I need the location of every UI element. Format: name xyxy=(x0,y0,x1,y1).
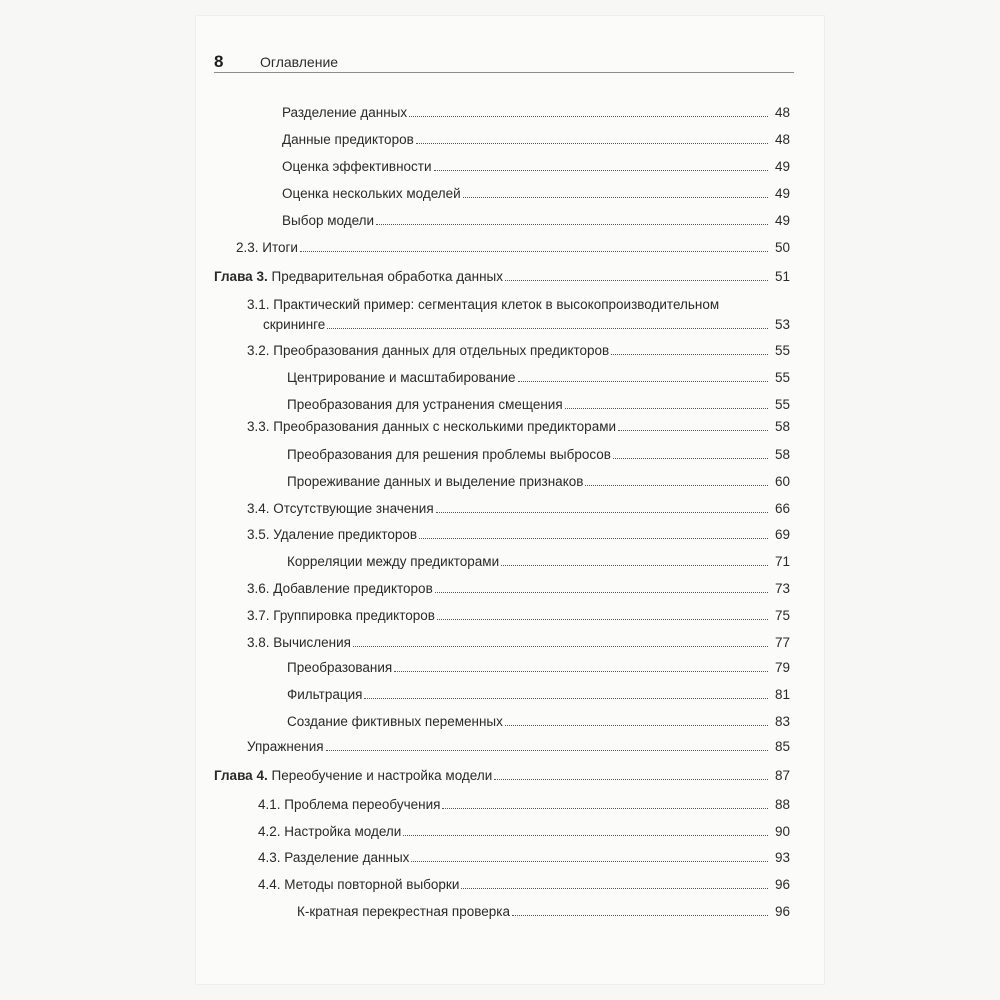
toc-entry[interactable]: 3.3. Преобразования данных с несколькими предикторами 58 xyxy=(247,419,790,434)
toc-page-number: 79 xyxy=(774,660,790,675)
toc-entry[interactable]: Прореживание данных и выделение признаков 60 xyxy=(287,474,790,489)
toc-entry[interactable]: Центрирование и масштабирование 55 xyxy=(287,370,790,385)
dot-leader xyxy=(403,835,768,836)
dot-leader xyxy=(512,915,768,916)
toc-page-number: 55 xyxy=(774,343,790,358)
toc-page-number: 83 xyxy=(774,714,790,729)
dot-leader xyxy=(505,280,768,281)
toc-page-number: 53 xyxy=(774,317,790,332)
toc-entry[interactable]: Создание фиктивных переменных 83 xyxy=(287,714,790,729)
toc-page-number: 49 xyxy=(774,159,790,174)
toc-page-number: 96 xyxy=(774,877,790,892)
dot-leader xyxy=(411,861,768,862)
toc-page-number: 49 xyxy=(774,213,790,228)
dot-leader xyxy=(409,116,768,117)
dot-leader xyxy=(435,592,768,593)
toc-page-number: 51 xyxy=(774,269,790,284)
dot-leader xyxy=(394,671,768,672)
toc-page-number: 71 xyxy=(774,554,790,569)
dot-leader xyxy=(436,512,768,513)
dot-leader xyxy=(419,538,768,539)
dot-leader xyxy=(353,646,768,647)
dot-leader xyxy=(461,888,768,889)
dot-leader xyxy=(437,619,768,620)
toc-entry[interactable]: Преобразования для устранения смещения 55 xyxy=(287,397,790,412)
toc-page-number: 77 xyxy=(774,635,790,650)
toc-entry[interactable]: Упражнения 85 xyxy=(247,739,790,754)
toc-page-number: 81 xyxy=(774,687,790,702)
toc-page-number: 58 xyxy=(774,419,790,434)
dot-leader xyxy=(434,170,768,171)
toc-chapter-entry[interactable]: Глава 3. Предварительная обработка данных 51 xyxy=(214,269,790,284)
toc-page-number: 55 xyxy=(774,370,790,385)
dot-leader xyxy=(613,458,768,459)
toc-entry[interactable]: Оценка нескольких моделей 49 xyxy=(282,186,790,201)
toc-entry[interactable]: Преобразования для решения проблемы выбросов 58 xyxy=(287,447,790,462)
toc-page-number: 55 xyxy=(774,397,790,412)
dot-leader xyxy=(300,251,768,252)
dot-leader xyxy=(364,698,768,699)
dot-leader xyxy=(442,808,768,809)
toc-entry[interactable]: 3.2. Преобразования данных для отдельных предикторов 55 xyxy=(247,343,790,358)
chapter-label: Глава 3. xyxy=(214,269,268,284)
toc-entry[interactable]: 4.4. Методы повторной выборки 96 xyxy=(258,877,790,892)
dot-leader xyxy=(494,779,768,780)
toc-page-number: 60 xyxy=(774,474,790,489)
toc-entry[interactable]: Фильтрация 81 xyxy=(287,687,790,702)
dot-leader xyxy=(416,143,768,144)
toc-entry[interactable]: Разделение данных 48 xyxy=(282,105,790,120)
toc-page-number: 93 xyxy=(774,850,790,865)
toc-entry[interactable]: Корреляции между предикторами 71 xyxy=(287,554,790,569)
toc-page-number: 66 xyxy=(774,501,790,516)
dot-leader xyxy=(505,725,768,726)
toc-entry[interactable]: К-кратная перекрестная проверка 96 xyxy=(297,904,790,919)
dot-leader xyxy=(518,381,768,382)
dot-leader xyxy=(565,408,768,409)
dot-leader xyxy=(463,197,768,198)
toc-entry[interactable]: 4.2. Настройка модели 90 xyxy=(258,824,790,839)
page-number: 8 xyxy=(214,52,224,71)
toc-page-number: 58 xyxy=(774,447,790,462)
dot-leader xyxy=(376,224,768,225)
toc-entry[interactable]: 3.6. Добавление предикторов 73 xyxy=(247,581,790,596)
toc-page-number: 90 xyxy=(774,824,790,839)
toc-page-number: 96 xyxy=(774,904,790,919)
toc-chapter-entry[interactable]: Глава 4. Переобучение и настройка модели 87 xyxy=(214,768,790,783)
toc-entry[interactable]: 3.7. Группировка предикторов 75 xyxy=(247,608,790,623)
toc-entry[interactable]: 3.1. Практический пример: сегментация клеток в высокопроизводительном скрининге 53 xyxy=(247,297,790,332)
dot-leader xyxy=(501,565,768,566)
toc-page-number: 73 xyxy=(774,581,790,596)
toc-page-number: 69 xyxy=(774,527,790,542)
toc-page-number: 48 xyxy=(774,105,790,120)
toc-entry[interactable]: 3.8. Вычисления 77 xyxy=(247,635,790,650)
running-title: Оглавление xyxy=(260,54,339,70)
dot-leader xyxy=(326,750,768,751)
toc-entry[interactable]: 2.3. Итоги 50 xyxy=(236,240,790,255)
toc-entry[interactable]: Данные предикторов 48 xyxy=(282,132,790,147)
toc-page-number: 75 xyxy=(774,608,790,623)
dot-leader xyxy=(618,430,768,431)
toc-entry[interactable]: Выбор модели 49 xyxy=(282,213,790,228)
toc-entry[interactable]: Преобразования 79 xyxy=(287,660,790,675)
dot-leader xyxy=(327,328,768,329)
dot-leader xyxy=(585,485,768,486)
toc-page-number: 88 xyxy=(774,797,790,812)
toc-entry[interactable]: 4.3. Разделение данных 93 xyxy=(258,850,790,865)
toc-entry[interactable]: 3.4. Отсутствующие значения 66 xyxy=(247,501,790,516)
toc-entry[interactable]: 3.5. Удаление предикторов 69 xyxy=(247,527,790,542)
toc-page-number: 87 xyxy=(774,768,790,783)
toc-page-number: 50 xyxy=(774,240,790,255)
toc-page-number: 49 xyxy=(774,186,790,201)
toc-entry[interactable]: Оценка эффективности 49 xyxy=(282,159,790,174)
chapter-label: Глава 4. xyxy=(214,768,268,783)
dot-leader xyxy=(611,354,768,355)
toc-page-number: 48 xyxy=(774,132,790,147)
toc-page-number: 85 xyxy=(774,739,790,754)
toc-entry[interactable]: 4.1. Проблема переобучения 88 xyxy=(258,797,790,812)
